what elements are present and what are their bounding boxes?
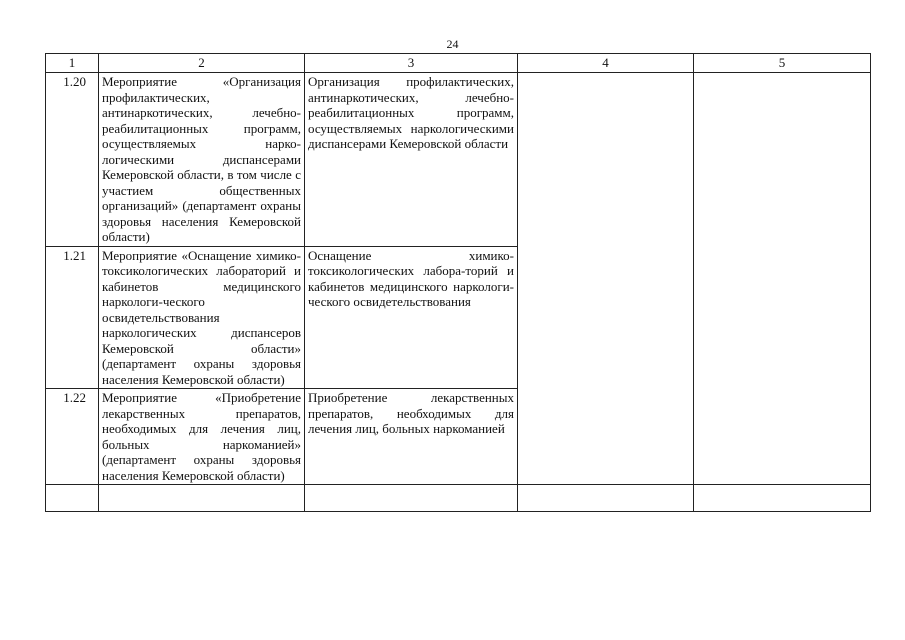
empty-cell xyxy=(99,485,305,512)
page-number: 24 xyxy=(446,37,459,51)
row-number: 1.21 xyxy=(46,246,99,389)
column-5-cell xyxy=(694,73,871,485)
event-cell: Мероприятие «Организация профилактических, антинаркотических, лечебно-реабилитационных программ, осуществляемых нарко-логическими диспансерами Кемеровской области, в том числе с участием общественных организаций» (департамент охраны здоровья населения Кемеровской области) xyxy=(99,73,305,247)
column-header: 2 xyxy=(99,54,305,73)
description-cell: Организация профилактических, антинаркотических, лечебно-реабилитационных программ, осуществляемых наркологическими диспансерами Кемеровской области xyxy=(305,73,518,247)
empty-cell xyxy=(518,485,694,512)
row-number: 1.22 xyxy=(46,389,99,485)
empty-cell xyxy=(694,485,871,512)
description-cell: Оснащение химико-токсикологических лабора-торий и кабинетов медицинского наркологи-ческого освидетельствования xyxy=(305,246,518,389)
empty-cell xyxy=(46,485,99,512)
column-4-cell xyxy=(518,73,694,485)
column-header: 4 xyxy=(518,54,694,73)
table-header-row xyxy=(46,54,871,73)
program-table xyxy=(45,53,871,512)
row-number: 1.20 xyxy=(46,73,99,247)
event-cell: Мероприятие «Приобретение лекарственных препаратов, необходимых для лечения лиц, больных наркоманией» (департамент охраны здоровья населения Кемеровской области) xyxy=(99,389,305,485)
empty-cell xyxy=(305,485,518,512)
column-header: 3 xyxy=(305,54,518,73)
table-row xyxy=(46,73,871,247)
description-cell: Приобретение лекарственных препаратов, необходимых для лечения лиц, больных наркоманией xyxy=(305,389,518,485)
event-cell: Мероприятие «Оснащение химико-токсикологических лабораторий и кабинетов медицинского наркологи-ческого освидетельствования наркологических диспансеров Кемеровской области» (департамент охраны здоровья населения Кемеровской области) xyxy=(99,246,305,389)
table-row-empty xyxy=(46,485,871,512)
column-header: 1 xyxy=(46,54,99,73)
column-header: 5 xyxy=(694,54,871,73)
